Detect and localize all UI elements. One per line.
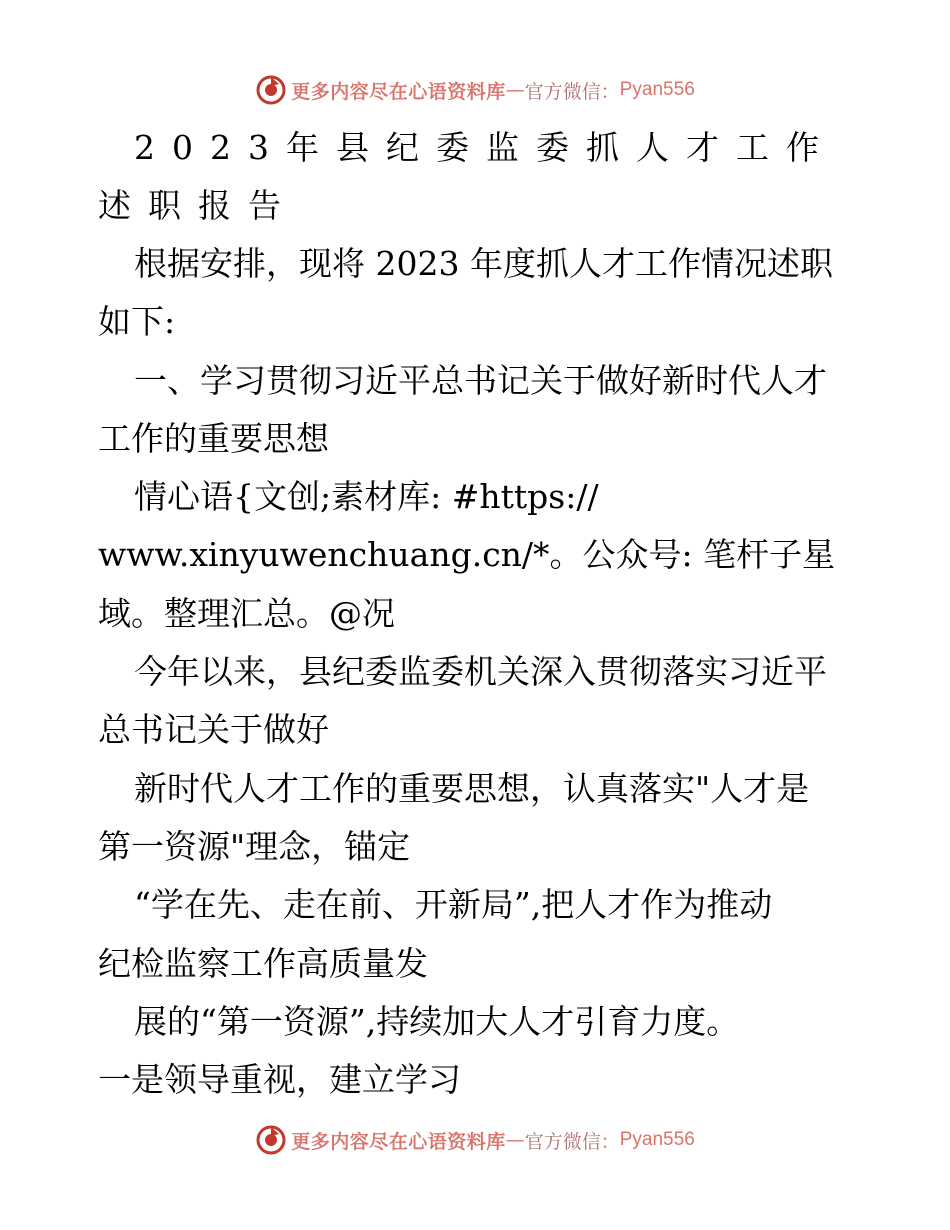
brand-logo-icon [255, 1124, 287, 1156]
banner-wechat-id: Pyan556 [619, 1129, 695, 1150]
paragraph-line: 展的“第一资源”,持续加大人才引育力度。 [134, 1002, 740, 1041]
paragraph-line: www.xinyuwenchuang.cn/*。公众号: 笔杆子星 [98, 535, 836, 574]
paragraph-line: 新时代人才工作的重要思想，认真落实"人才是 [134, 769, 810, 808]
section-heading-line: 一、学习贯彻习近平总书记关于做好新时代人才 [134, 361, 827, 400]
paragraph-line: 情心语{文创;素材库: #https:// [134, 477, 599, 516]
doc-title-line-1: 2023年县纪委监委抓人才工作 [134, 128, 836, 167]
banner-wechat-id: Pyan556 [619, 79, 695, 100]
paragraph-line: 今年以来，县纪委监委机关深入贯彻落实习近平 [134, 652, 827, 691]
section-heading-line: 工作的重要思想 [98, 419, 329, 458]
paragraph-line: 域。整理汇总。@况 [98, 594, 395, 633]
paragraph-line: “学在先、走在前、开新局”,把人才作为推动 [134, 885, 773, 924]
paragraph-line: 一是领导重视，建立学习 [98, 1060, 461, 1099]
banner-lead-text: 更多内容尽在心语资料库 [291, 80, 506, 103]
header-banner [0, 70, 950, 110]
banner-lead-text: 更多内容尽在心语资料库 [291, 1130, 506, 1153]
banner-label: 官方微信： [524, 1130, 620, 1153]
doc-title-line-2: 述职报告 [98, 186, 298, 225]
paragraph-line: 纪检监察工作高质量发 [98, 944, 428, 983]
paragraph-line: 根据安排，现将 2023 年度抓人才工作情况述职 [134, 244, 833, 283]
brand-logo-icon [255, 74, 287, 106]
paragraph-line: 总书记关于做好 [98, 710, 329, 749]
banner-label: 官方微信： [524, 80, 620, 103]
footer-banner [0, 1120, 950, 1160]
banner-dash: — [505, 79, 525, 101]
paragraph-line: 如下: [98, 302, 176, 341]
paragraph-line: 第一资源"理念，锚定 [98, 827, 411, 866]
banner-dash: — [505, 1129, 525, 1151]
